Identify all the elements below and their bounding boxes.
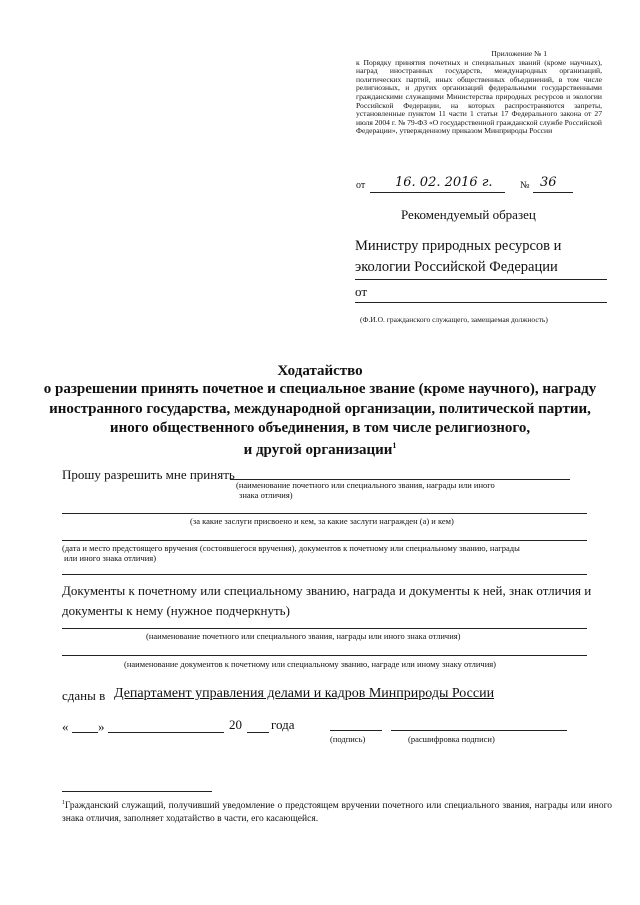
handed-label: сданы в	[62, 688, 106, 703]
date-year-field[interactable]	[247, 732, 269, 733]
order-number-label: №	[520, 180, 530, 191]
footnote	[62, 797, 612, 826]
recommended-sample: Рекомендуемый образец	[401, 207, 536, 222]
addressee-from-label: от	[355, 284, 368, 299]
year-suffix: года	[271, 717, 295, 732]
request-label: Прошу разрешить мне принять	[62, 467, 235, 482]
decoding-caption: (расшифровка подписи)	[408, 734, 495, 744]
heading-line1: о разрешении принять почетное и специальное звание (кроме научного), награду	[43, 381, 597, 397]
documents-field[interactable]	[62, 655, 587, 656]
merits-field[interactable]	[62, 513, 587, 514]
caption-award-name: (наименование почетного или специального звания, награды или иного знака отличия)	[236, 480, 495, 500]
appendix-number: Приложение № 1	[491, 49, 547, 58]
handed-value: Департамент управления делами и кадров Минприроды России	[114, 686, 495, 701]
documents-paragraph: Документы к почетному или специальному званию, награда и документы к ней, знак отличия и документы к нему (нужное подчеркнуть)	[62, 583, 592, 618]
caption-award-name-2: (наименование почетного или специального звания, награды или иного знака отличия)	[146, 631, 461, 641]
caption-ceremony: (дата и место предстоящего вручения (состоявшегося вручения), документов к почетному или специальному званию, награды или иного знака отличия)	[62, 543, 520, 563]
addressee-from-line	[355, 302, 607, 303]
heading-line4: и другой организации	[243, 442, 393, 458]
document-title: Ходатайство	[277, 363, 363, 379]
extra-field[interactable]	[62, 574, 587, 575]
signature-field[interactable]	[330, 730, 382, 731]
order-from-label: от	[356, 180, 366, 191]
addressee-block	[355, 236, 561, 278]
footnote-separator	[62, 791, 212, 792]
decoding-field[interactable]	[391, 730, 567, 731]
addressee-line-separator	[355, 279, 607, 280]
appendix-block	[356, 50, 602, 136]
date-open-quote: «	[62, 719, 69, 734]
appendix-text: к Порядку принятия почетных и специальных званий (кроме научных), наград иностранных государств, международных организаций, политических партий, иных общественных объединений, в том числе религиозных, и других организаций федеральными государственными гражданскими служащими Министерства природных ресурсов и экологии Российской Федерации, на которых распространяются запреты, установленные пунктом 11 части 1 статьи 17 Федерального закона от 27 июля 2004 г. № 79-ФЗ «О государственной гражданской службе Российской Федерации», утвержденному приказом Минприроды России	[356, 57, 602, 136]
date-month-field[interactable]	[108, 732, 224, 733]
order-number-line	[533, 192, 573, 193]
award-name-field[interactable]	[62, 628, 587, 629]
heading-footnote-mark: 1	[392, 441, 397, 450]
footnote-text: Гражданский служащий, получивший уведомление о предстоящем вручении почетного или специального звания, награды или иного знака отличия, заполняет ходатайство в части, его касающейся.	[62, 801, 612, 825]
caption-documents: (наименование документов к почетному или специальному званию, награде или иному знаку отличия)	[124, 659, 496, 669]
footnote-mark: 1	[62, 800, 65, 806]
order-date-line	[370, 192, 505, 193]
heading-line2: иностранного государства, международной организации, политической партии,	[49, 401, 591, 417]
heading-line3: иного общественного объединения, в том числе религиозного,	[109, 420, 531, 436]
ceremony-field[interactable]	[62, 540, 587, 541]
year-prefix: 20	[229, 717, 242, 732]
addressee-line2: экологии Российской Федерации	[355, 259, 558, 275]
addressee-line1: Министру природных ресурсов и	[355, 238, 562, 254]
caption-merits: (за какие заслуги присвоено и кем, за какие заслуги награжден (а) и кем)	[190, 516, 454, 526]
signature-caption: (подпись)	[330, 734, 366, 744]
date-close-quote: »	[98, 719, 105, 734]
addressee-from-caption: (Ф.И.О. гражданского служащего, замещаемая должность)	[360, 315, 548, 324]
date-day-field[interactable]	[72, 732, 98, 733]
order-number: 36	[540, 175, 557, 190]
order-date: 16. 02. 2016 г.	[395, 175, 493, 190]
heading-line4-wrap	[0, 437, 640, 459]
